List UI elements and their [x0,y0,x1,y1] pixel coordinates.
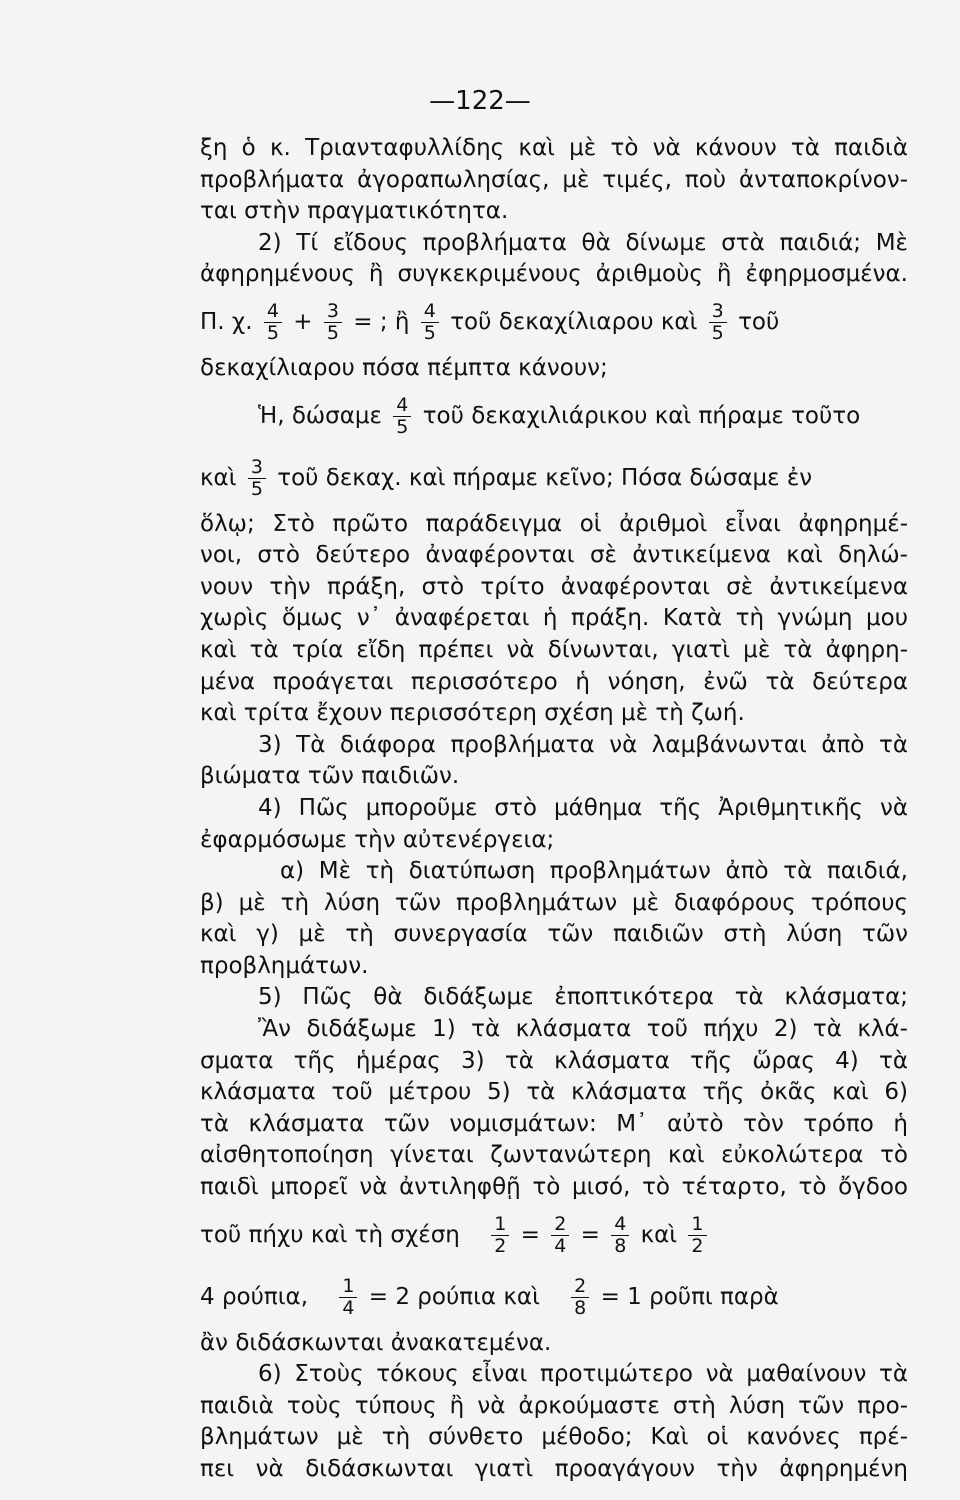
numerator: 4 [611,1215,629,1236]
fraction [393,393,411,438]
text-line: α) Μὲ τὴ διατύπωση προβλημάτων ἀπὸ τὰ παιδιά, [280,858,908,885]
text-line: ται στὴν πραγματικότητα. [200,198,509,225]
numerator: 1 [339,1277,357,1298]
denominator: 5 [266,321,279,344]
denominator: 4 [342,1296,355,1319]
text-fragment: τοῦ δεκαχίλιαρου καὶ [450,308,698,335]
numerator: 2 [571,1277,589,1298]
fraction [324,299,342,344]
denominator: 8 [574,1296,587,1319]
text-line: 5) Πῶς θὰ διδάξωμε ἐποπτικότερα τὰ κλάσματα; [258,984,908,1011]
numerator: 4 [421,302,439,323]
fraction [264,299,282,344]
numerator: 4 [393,396,411,417]
text-line: νοι, στὸ δεύτερο ἀναφέρονται σὲ ἀντικείμενα καὶ δηλώ- [200,542,908,569]
denominator: 4 [554,1234,567,1257]
fraction [688,1212,706,1257]
text-fragment: = ; ἢ [353,308,410,335]
fraction-line [200,385,908,447]
text-line: ἐφαρμόσωμε τὴν αὐτενέργεια; [200,826,555,853]
text-fragment: τοῦ δεκαχιλιάρικου καὶ πήραμε τοῦτο [422,402,861,429]
numerator: 2 [551,1215,569,1236]
fraction [611,1212,629,1257]
numerator: 3 [709,302,727,323]
text-line: προβλημάτων. [200,952,369,979]
numerator: 4 [264,302,282,323]
text-line: προβλήματα ἀγοραπωλησίας, μὲ τιμές, ποὺ ἀνταποκρίνον- [200,166,908,193]
fraction [339,1274,357,1319]
example-fractions-line [200,291,908,353]
fraction [571,1274,589,1319]
text-line: ἂν διδάσκωνται ἀνακατεμένα. [200,1329,552,1356]
text-fragment: Ἡ, δώσαμε [258,402,382,429]
text-line: ὅλῳ; Στὸ πρῶτο παράδειγμα οἱ ἀριθμοὶ εἶναι ἀφηρημέ- [200,510,908,537]
text-line: 3) Τὰ διάφορα προβλήματα νὰ λαμβάνωνται ἀπὸ τὰ [258,731,908,758]
fraction [248,455,266,500]
fraction [709,299,727,344]
text-line: αἰσθητοποίηση γίνεται ζωντανώτερη καὶ εὐκολώτερα τὸ [200,1142,908,1169]
text-line: σματα τῆς ἡμέρας 3) τὰ κλάσματα τῆς ὥρας 4) τὰ [200,1047,908,1074]
fraction [491,1212,509,1257]
text-fragment: 4 ρούπια, [200,1283,309,1310]
denominator: 5 [711,321,724,344]
text-line: βιώματα τῶν παιδιῶν. [200,763,460,790]
body-text [200,133,908,1486]
plus-sign: + [293,308,313,335]
fraction [551,1212,569,1257]
text-fragment: = 1 ροῦπι παρὰ [600,1283,779,1310]
text-line: καὶ τρίτα ἔχουν περισσότερη σχέση μὲ τὴ ζωή. [200,700,745,727]
text-line: παιδὶ μπορεῖ νὰ ἀντιληφθῇ τὸ μισό, τὸ τέταρτο, τὸ ὄγδοο [200,1174,908,1201]
text-fragment: καὶ [200,464,237,491]
text-line: κλάσματα τοῦ μέτρου 5) τὰ κλάσματα τῆς ὀκᾶς καὶ 6) [200,1079,908,1106]
text-line: μένα προάγεται περισσότερο ἡ νόηση, ἐνῶ τὰ δεύτερα [200,668,908,695]
text-line: ἀφηρημένους ἢ συγκεκριμένους ἀριθμοὺς ἢ ἐφηρμοσμένα. [200,261,908,288]
denominator: 8 [614,1234,627,1257]
text-line: χωρὶς ὅμως ν᾽ ἀναφέρεται ἡ πράξη. Κατὰ τὴ γνώμη μου [200,605,908,632]
text-fragment: Π. χ. [200,308,253,335]
denominator: 2 [691,1234,704,1257]
text-line: 2) Τί εἴδους προβλήματα θὰ δίνωμε στὰ παιδιά; Μὲ [258,229,908,256]
text-line: 6) Στοὺς τόκους εἶναι προτιμώτερο νὰ μαθαίνουν τὰ [258,1361,908,1388]
text-line: δεκαχίλιαρου πόσα πέμπτα κάνουν; [200,354,608,381]
text-line: νουν τὴν πράξη, στὸ τρίτο ἀναφέρονται σὲ ἀντικείμενα [200,573,908,600]
text-line: καὶ τὰ τρία εἴδη πρέπει νὰ δίνωνται, γιατὶ μὲ τὰ ἀφηρη- [200,636,908,663]
fraction-line [200,1266,908,1328]
text-line: ξη ὁ κ. Τριανταφυλλίδης καὶ μὲ τὸ νὰ κάνουν τὰ παιδιὰ [200,135,908,161]
denominator: 5 [250,477,263,500]
text-line: παιδιὰ τοὺς τύπους ἢ νὰ ἀρκούμαστε στὴ λύση τῶν προ- [200,1392,908,1419]
equals-sign: = [580,1221,600,1248]
fraction-line [200,1204,908,1266]
denominator: 5 [396,415,409,438]
fraction [421,299,439,344]
text-line: β) μὲ τὴ λύση τῶν προβλημάτων μὲ διαφόρους τρόπους [200,889,908,916]
denominator: 5 [423,321,436,344]
denominator: 5 [326,321,339,344]
text-fragment: = 2 ρούπια καὶ [368,1283,540,1310]
text-line: Ἂν διδάξωμε 1) τὰ κλάσματα τοῦ πήχυ 2) τὰ κλά- [258,1016,908,1043]
text-line: πει νὰ διδάσκωνται γιατὶ προαγάγουν τὴν ἀφηρημένη [200,1456,908,1482]
text-line: βλημάτων μὲ τὴ σύνθετο μέθοδο; Καὶ οἱ κανόνες πρέ- [200,1424,908,1451]
text-line: 4) Πῶς μποροῦμε στὸ μάθημα τῆς Ἀριθμητικῆς νὰ [258,794,908,821]
page-number: —122— [429,86,531,116]
denominator: 2 [494,1234,507,1257]
numerator: 1 [491,1215,509,1236]
numerator: 1 [688,1215,706,1236]
equals-sign: = [520,1221,540,1248]
fraction-line [200,447,908,509]
numerator: 3 [248,458,266,479]
text-line: καὶ γ) μὲ τὴ συνεργασία τῶν παιδιῶν στὴ λύση τῶν [200,921,908,948]
numerator: 3 [324,302,342,323]
text-fragment: καὶ [640,1221,678,1248]
text-fragment: τοῦ [738,308,780,335]
text-fragment: τοῦ δεκαχ. καὶ πήραμε κεῖνο; Πόσα δώσαμε ἐν [277,464,813,491]
text-fragment: τοῦ πήχυ καὶ τὴ σχέση [200,1221,460,1248]
text-line: τὰ κλάσματα τῶν νομισμάτων: Μ᾽ αὐτὸ τὸν τρόπο ἡ [200,1110,908,1137]
